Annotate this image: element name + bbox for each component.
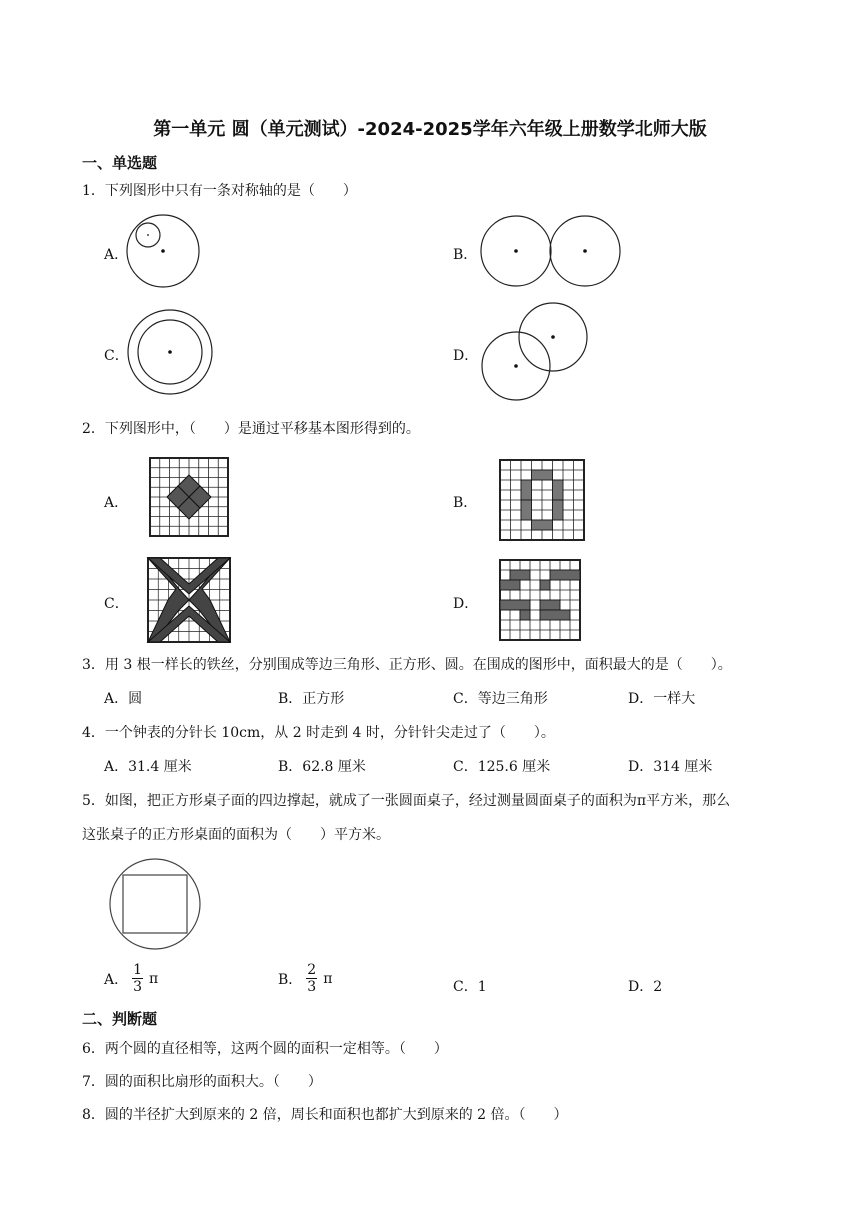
q1-option-d-figure xyxy=(480,300,595,405)
question-7: 7．圆的面积比扇形的面积大。（ ） xyxy=(82,1074,322,1090)
question-1: 1．下列图形中只有一条对称轴的是（ ） xyxy=(82,183,357,199)
q5-circle-square-figure xyxy=(108,857,204,953)
q5-option-d: D．2 xyxy=(628,979,663,995)
q2-option-c-label: C． xyxy=(104,596,129,612)
q1-option-a-label: A． xyxy=(104,247,129,263)
q2-option-b-label: B． xyxy=(453,495,478,511)
q1-option-c-label: C． xyxy=(104,348,129,364)
q5-option-b-fraction xyxy=(306,962,317,995)
pi-symbol: π xyxy=(323,970,333,987)
q1-option-d-label: D． xyxy=(453,348,479,364)
q1-option-b-figure xyxy=(480,213,625,291)
pi-symbol: π xyxy=(149,970,159,987)
q5-option-a xyxy=(104,962,158,995)
q5-option-c: C．1 xyxy=(453,979,487,995)
q5-option-a-label: A． xyxy=(104,971,129,988)
fraction-numerator: 2 xyxy=(307,962,317,978)
q1-option-a-figure xyxy=(125,213,205,293)
question-2: 2．下列图形中，（ ）是通过平移基本图形得到的。 xyxy=(82,421,420,437)
q1-option-b-label: B． xyxy=(453,247,478,263)
question-4: 4．一个钟表的分针长 10cm，从 2 时走到 4 时，分针针尖走过了（ ）。 xyxy=(82,725,555,741)
q2-option-a-label: A． xyxy=(104,495,129,511)
q2-option-c-figure xyxy=(148,558,232,644)
question-5-line-1: 5．如图，把正方形桌子面的四边撑起，就成了一张圆面桌子，经过测量圆面桌子的面积为π平方米，那么 xyxy=(82,793,731,809)
q2-option-d-label: D． xyxy=(453,596,479,612)
q4-option-d: D．314 厘米 xyxy=(628,759,713,775)
q5-option-b xyxy=(278,962,332,995)
q4-option-c: C．125.6 厘米 xyxy=(453,759,551,775)
q3-option-b: B．正方形 xyxy=(278,691,345,707)
q4-option-b: B．62.8 厘米 xyxy=(278,759,366,775)
q2-option-d-figure xyxy=(500,560,582,642)
q2-option-b-figure xyxy=(500,460,586,542)
section-true-false: 二、判断题 xyxy=(82,1010,158,1028)
q3-option-a: A．圆 xyxy=(104,691,143,707)
q4-option-a: A．31.4 厘米 xyxy=(104,759,192,775)
section-single-choice: 一、单选题 xyxy=(82,154,158,172)
q3-option-c: C．等边三角形 xyxy=(453,691,548,707)
fraction-denominator: 3 xyxy=(307,979,317,995)
fraction-denominator: 3 xyxy=(133,979,143,995)
fraction-numerator: 1 xyxy=(133,962,143,978)
q2-option-a-figure xyxy=(150,458,230,538)
q5-option-a-fraction xyxy=(132,962,143,995)
q1-option-c-figure xyxy=(125,307,215,397)
question-5-line-2: 这张桌子的正方形桌面的面积为（ ）平方米。 xyxy=(82,827,390,843)
page-title: 第一单元 圆（单元测试）-2024-2025学年六年级上册数学北师大版 xyxy=(153,119,707,140)
question-6: 6．两个圆的直径相等，这两个圆的面积一定相等。（ ） xyxy=(82,1041,448,1057)
q3-option-d: D．一样大 xyxy=(628,691,696,707)
question-3: 3．用 3 根一样长的铁丝，分别围成等边三角形、正方形、圆。在围成的图形中，面积最大的是（ ）。 xyxy=(82,657,732,673)
question-8: 8．圆的半径扩大到原来的 2 倍，周长和面积也都扩大到原来的 2 倍。（ ） xyxy=(82,1107,568,1123)
q5-option-b-label: B． xyxy=(278,971,303,988)
